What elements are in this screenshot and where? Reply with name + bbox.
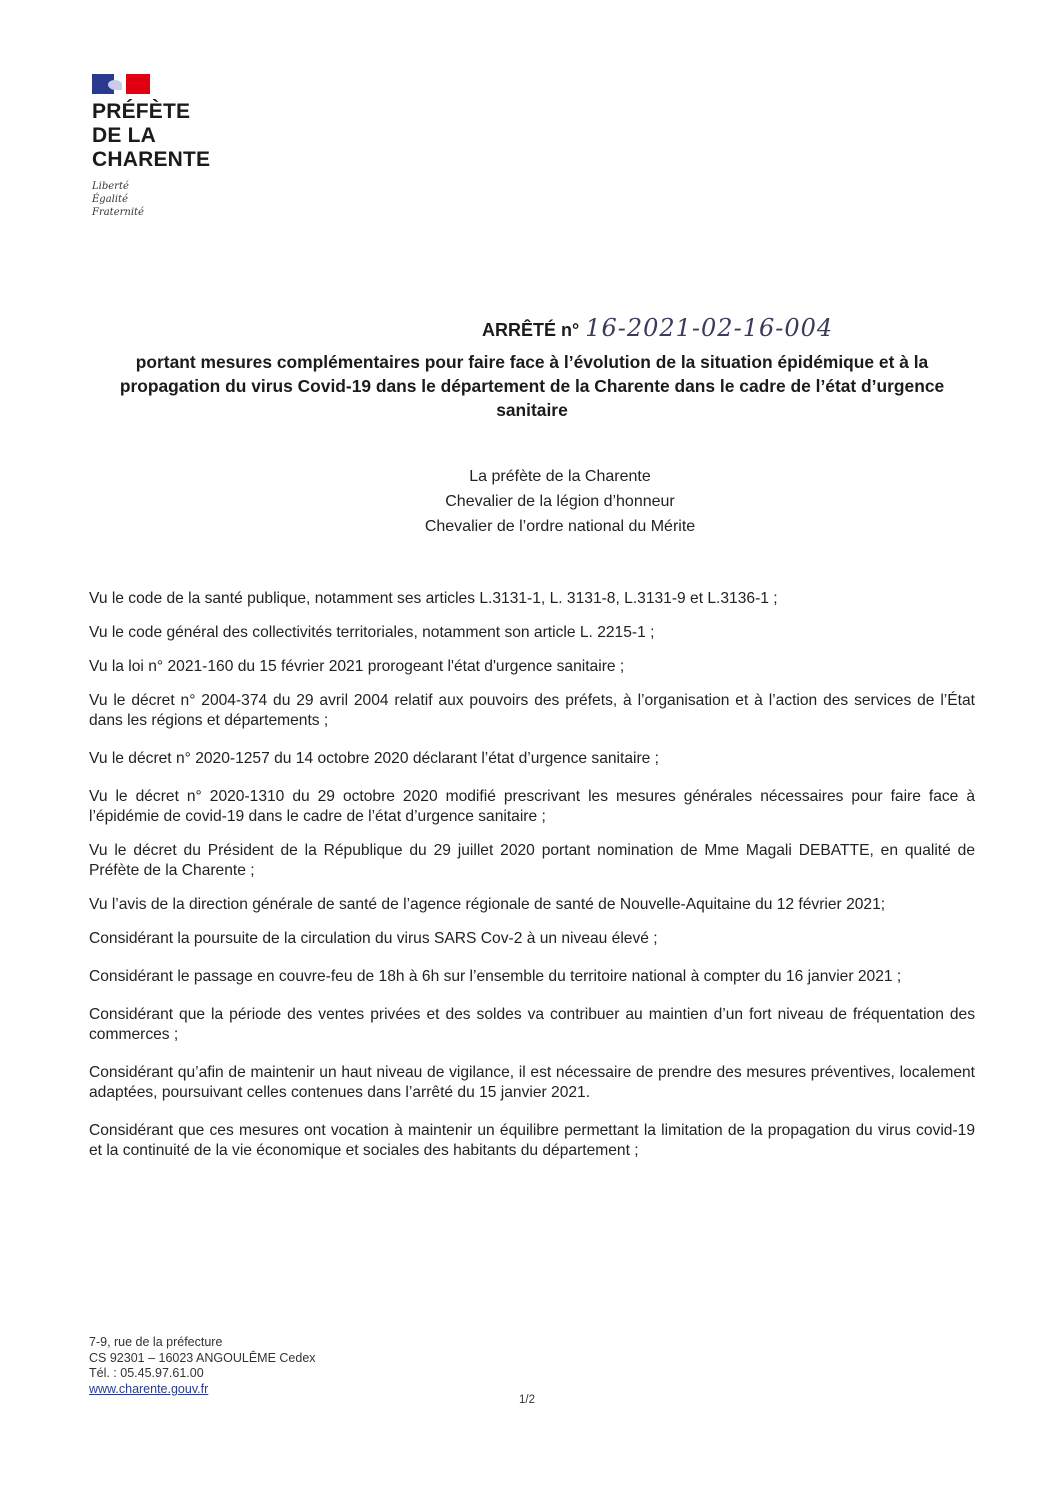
authority-line: Chevalier de la légion d’honneur	[445, 493, 675, 510]
footer-address-line: 7-9, rue de la préfecture	[89, 1335, 223, 1349]
arrete-heading	[482, 314, 833, 342]
page-number: 1/2	[519, 1394, 535, 1406]
arrete-subtitle: portant mesures complémentaires pour faire face à l’évolution de la situation épidémique et à la propagation du virus Covid-19 dans le département de la Charente dans le cadre de l’état d’urgence sanitaire	[119, 352, 945, 420]
considerant-paragraph: Vu la loi n° 2021-160 du 15 février 2021 prorogeant l'état d'urgence sanitaire ;	[89, 658, 625, 675]
flag-white-band	[114, 74, 126, 94]
considerant-paragraph: Considérant le passage en couvre-feu de 18h à 6h sur l’ensemble du territoire national à compter du 16 janvier 2021 ;	[89, 968, 902, 985]
considerant-paragraph: Considérant la poursuite de la circulation du virus SARS Cov-2 à un niveau élevé ;	[89, 930, 658, 947]
considerant-paragraph: Vu le décret n° 2020-1257 du 14 octobre 2020 déclarant l’état d’urgence sanitaire ;	[89, 750, 660, 767]
arrete-number-handwritten: 16-2021-02-16-004	[585, 314, 834, 342]
prefecture-name	[92, 100, 292, 172]
considerant-paragraph: Vu l’avis de la direction générale de santé de l’agence régionale de santé de Nouvelle-Aquitaine du 12 février 2021;	[89, 896, 886, 913]
considerant-paragraph: Considérant que la période des ventes privées et des soldes va contribuer au maintien d’un fort niveau de fréquentation des commerces ;	[89, 1006, 975, 1043]
prefecture-name-line: DE LA	[92, 124, 156, 147]
considerant-paragraph: Considérant qu’afin de maintenir un haut niveau de vigilance, il est nécessaire de prendre des mesures préventives, localement adaptées, poursuivant celles contenues dans l’arrêté du 15 janvier 2021.	[89, 1064, 975, 1101]
footer-website-link[interactable]: www.charente.gouv.fr	[89, 1381, 209, 1396]
authority-line: La préfète de la Charente	[469, 468, 651, 485]
motto-line: Égalité	[92, 194, 128, 205]
considerant-paragraph: Vu le code de la santé publique, notamment ses articles L.3131-1, L. 3131-8, L.3131-9 et L.3136-1 ;	[89, 590, 778, 607]
marianne-logo-block	[92, 74, 292, 219]
republic-motto	[92, 180, 292, 219]
considerant-paragraph: Considérant que ces mesures ont vocation à maintenir un équilibre permettant la limitation de la propagation du virus covid-19 et la continuité de la vie économique et sociales des habitants du département ;	[89, 1122, 975, 1159]
authority-line: Chevalier de l’ordre national du Mérite	[424, 518, 696, 535]
considerant-paragraph: Vu le code général des collectivités territoriales, notamment son article L. 2215-1 ;	[89, 624, 655, 641]
footer-address-line: CS 92301 – 16023 ANGOULÊME Cedex	[89, 1350, 316, 1365]
footer-phone: Tél. : 05.45.97.61.00	[89, 1366, 204, 1380]
footer-address	[89, 1335, 316, 1397]
prefecture-name-line: PRÉFÈTE	[92, 100, 191, 123]
authority-block	[240, 464, 880, 539]
considerant-paragraph: Vu le décret n° 2004-374 du 29 avril 2004 relatif aux pouvoirs des préfets, à l’organisation et à l’action des services de l’État dans les régions et départements ;	[89, 692, 975, 729]
marianne-flag-icon	[92, 74, 150, 94]
prefecture-name-line: CHARENTE	[92, 148, 211, 171]
considerant-paragraph: Vu le décret du Président de la République du 29 juillet 2020 portant nomination de Mme Magali DEBATTE, en qualité de Préfète de la Charente ;	[89, 842, 975, 879]
arrete-label: ARRÊTÉ n°	[482, 320, 580, 340]
flag-red-band	[126, 74, 150, 94]
considerants-list	[89, 589, 975, 1175]
motto-line: Liberté	[92, 181, 129, 192]
motto-line: Fraternité	[92, 207, 144, 218]
considerant-paragraph: Vu le décret n° 2020-1310 du 29 octobre 2020 modifié prescrivant les mesures générales nécessaires pour faire face à l’épidémie de covid-19 dans le cadre de l’état d’urgence sanitaire ;	[89, 788, 975, 825]
